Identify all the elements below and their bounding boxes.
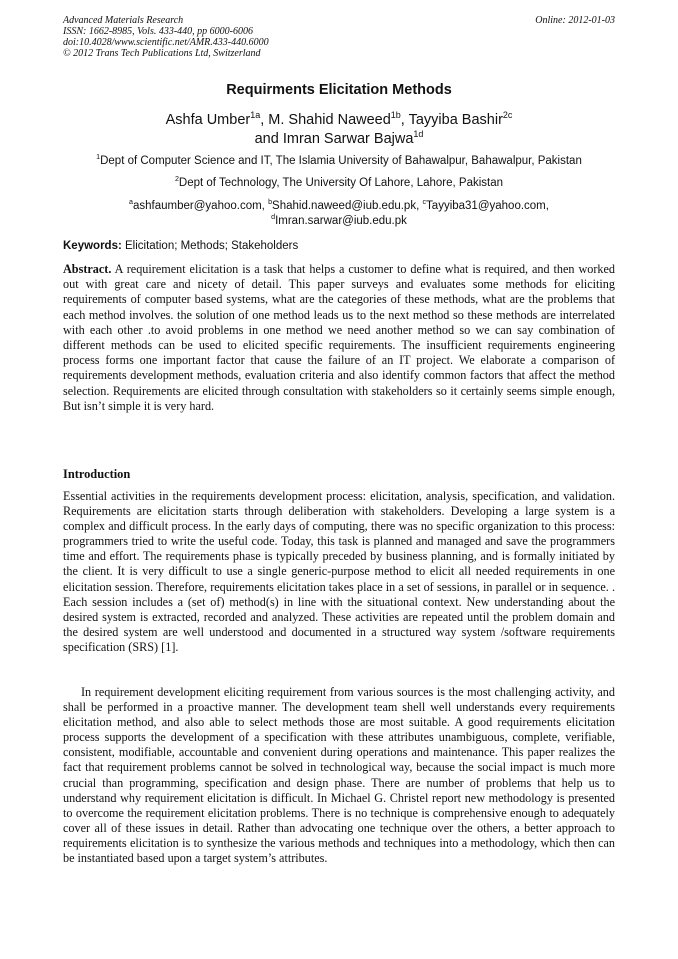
online-date: Online: 2012-01-03 [535, 15, 615, 26]
affiliation-1: $^1$Dept of Computer Science and IT, The Islamia University of Bahawalpur, Bahawalpur, Pakistan [96, 153, 582, 167]
affiliation-2: $^2$Dept of Technology, The University Of Lahore, Lahore, Pakistan [174, 175, 504, 189]
email-link[interactable]: Shahid.naweed@iub.edu.pk, [272, 200, 420, 212]
paper-title: Requirments Elicitation Methods [226, 82, 452, 98]
author-sup: 2c [502, 110, 513, 121]
author-sup: 1b [390, 110, 401, 121]
keywords-label: Keywords: [63, 240, 122, 252]
abstract-label: Abstract. [63, 262, 112, 276]
introduction-heading: Introduction [63, 467, 131, 481]
introduction-paragraph-1: Essential activities in the requirements development process: elicitation, analysis, specification, and validation. Requirements are elicitation starts through deliberation with stakeholders. Developing a large system is a complex and difficult process. In the early days of computing, there was no specific organization to this process: programmers tried to write the useful code. Today, this task is planned and managed and save the programmers time and effort. The requirements phase is typically preceded by business planning, and is formally initiated by the client. It is very difficult to use a single generic-purpose method to elicit all needed requirements in one elicitation session. Therefore, requirements elicitation takes place in a set of sessions, in parallel or in sequence. . Each session includes a (set of) method(s) in line with the situational context. New understanding about the desired system is extracted, recorded and analyzed. These activities are repeated until the problem domain and the desired system are well understood and documented in a structured way system /software requirements specification (SRS) [1]. [63, 489, 615, 654]
journal-doi: doi:10.4028/www.scientific.net/AMR.433-440.6000 [63, 37, 269, 48]
journal-name: Advanced Materials Research [63, 15, 184, 26]
author-emails: $^a$ashfaumber@yahoo.com, $^b$Shahid.naweed@iub.edu.pk, $^c$Tayyiba31@yahoo.com, $^d$Imran.sarwar@iub.edu.pk [129, 198, 549, 227]
author-conjunction: and [254, 131, 279, 147]
keywords-text: Elicitation; Methods; Stakeholders [125, 240, 299, 252]
journal-issn: ISSN: 1662-8985, Vols. 433-440, pp 6000-6006 [63, 26, 253, 37]
author-name: Ashfa Umber [165, 112, 251, 128]
keywords-line [63, 240, 615, 252]
email-link[interactable]: Imran.sarwar@iub.edu.pk [275, 215, 407, 227]
journal-header [63, 15, 443, 59]
journal-copyright: © 2012 Trans Tech Publications Ltd, Switzerland [63, 48, 261, 59]
author-name: M. Shahid Naweed [268, 112, 391, 128]
author-sup: 1d [413, 129, 424, 140]
abstract-paragraph [63, 262, 615, 414]
author-name: Tayyiba Bashir [408, 112, 503, 128]
email-link[interactable]: Tayyiba31@yahoo.com, [426, 200, 549, 212]
abstract-text: A requirement elicitation is a task that helps a customer to define what is required, and then worked out with great care and nicety of detail. This paper surveys and evaluates some methods for eliciting requirements of computer based systems, what are the categories of these methods, what are the problems that each method involves. the solution of one method leads us to the next method so these methods are interrelated with each other .to avoid problems in one method we need another method so we can say combination of different methods can be used to elicited specific requirements. The insufficient requirements engineering process forms one important factor that cause the failure of an IT project. We elaborate a comparison of requirements development methods, evaluation criteria and also identify common factors that affect the method selection. Requirements are elicited through consultation with stakeholders so it certainly seems simple enough, But isn’t simple it is very hard. [63, 262, 616, 413]
email-link[interactable]: ashfaumber@yahoo.com, [133, 200, 265, 212]
author-sup: 1a [250, 110, 261, 121]
author-name: Imran Sarwar Bajwa [282, 131, 414, 147]
introduction-paragraph-2: In requirement development eliciting requirement from various sources is the most challenging activity, and shall be performed in a proactive manner. The development team shell well understands every requirements elicitation method, and also able to select methods those are most suitable. A good requirements elicitation process supports the development of a specification with these attributes unambiguous, complete, verifiable, consistent, modifiable, accountable and convenient during operations and maintenance. This paper realizes the fact that requirement problems cannot be solved in technological way, because the social impact is much more crucial than programming, specification and design phase. There are number of problems that help us to understand why requirement elicitation is difficult. In Michael G. Christel report new methodology is presented to overcome the requirement elicitation problems. There is no technique is comprehensive enough to adequately cover all of these issues in detail. Rather than advocating one technique over the others, a better approach to requirements elicitation is to synthesize the various methods and techniques into a methodology, which then can be instantiated based upon a target system’s attributes. [63, 685, 615, 866]
author-list: Ashfa Umber$^{1a}$, M. Shahid Naweed$^{1b}$, Tayyiba Bashir$^{2c}$ and Imran Sarwar Bajwa$^{1d}$ [165, 110, 513, 147]
